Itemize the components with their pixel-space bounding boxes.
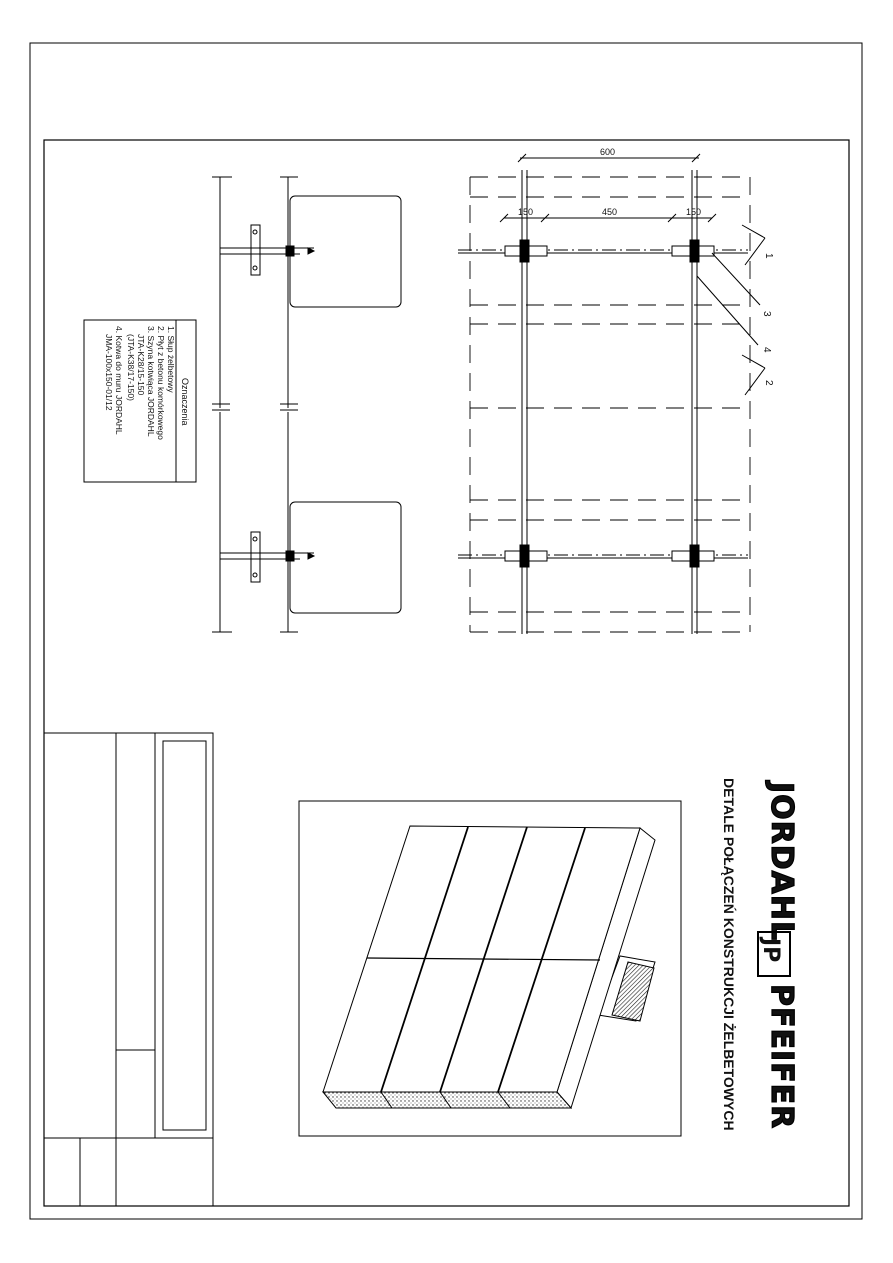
- legend-item: 3. Szyna kotwiąca JORDAHL: [146, 326, 156, 437]
- callout-1: 1: [763, 253, 774, 259]
- title-block: [44, 733, 213, 1206]
- legend-box: [84, 320, 196, 482]
- callout-3: 3: [761, 311, 772, 317]
- anchor-rail-bottom: [220, 532, 314, 582]
- isometric-view: [299, 801, 681, 1136]
- legend-item: 2. Płyt z betonu komórkowego: [156, 326, 166, 440]
- callout-2: 2: [763, 380, 774, 386]
- brand-jordahl: JORDAHL: [764, 782, 799, 942]
- dimension-right: 150: [686, 207, 702, 217]
- drawing-title: DETALE POŁĄCZEŃ KONSTRUKCJI ŻELBETOWYCH: [721, 778, 737, 1131]
- panel-bottom: [290, 502, 401, 613]
- plan-view: [458, 154, 765, 634]
- legend-item: (JTA-K38/17-150): [126, 334, 136, 401]
- svg-text:JP: JP: [758, 938, 783, 963]
- legend-item: 1. Słup żelbetowy: [166, 326, 176, 393]
- legend-item: 4. Kotwa do muru JORDAHL: [114, 326, 124, 435]
- panel-top: [290, 196, 401, 307]
- anchor-rail-top: [220, 225, 314, 275]
- dimension-left: 150: [518, 207, 534, 217]
- dimension-overall: 600: [600, 147, 616, 157]
- callout-4: 4: [761, 347, 772, 353]
- legend-title: Oznaczenia: [180, 378, 190, 426]
- legend-item: JMA-100x150-01/12: [104, 334, 114, 411]
- legend-item: JTA-K28/15-150: [136, 334, 146, 396]
- brand-pfeifer: PFEIFER: [764, 984, 799, 1130]
- dimension-middle: 450: [602, 207, 618, 217]
- section-view: [212, 177, 401, 632]
- brand-logo: [721, 778, 799, 1131]
